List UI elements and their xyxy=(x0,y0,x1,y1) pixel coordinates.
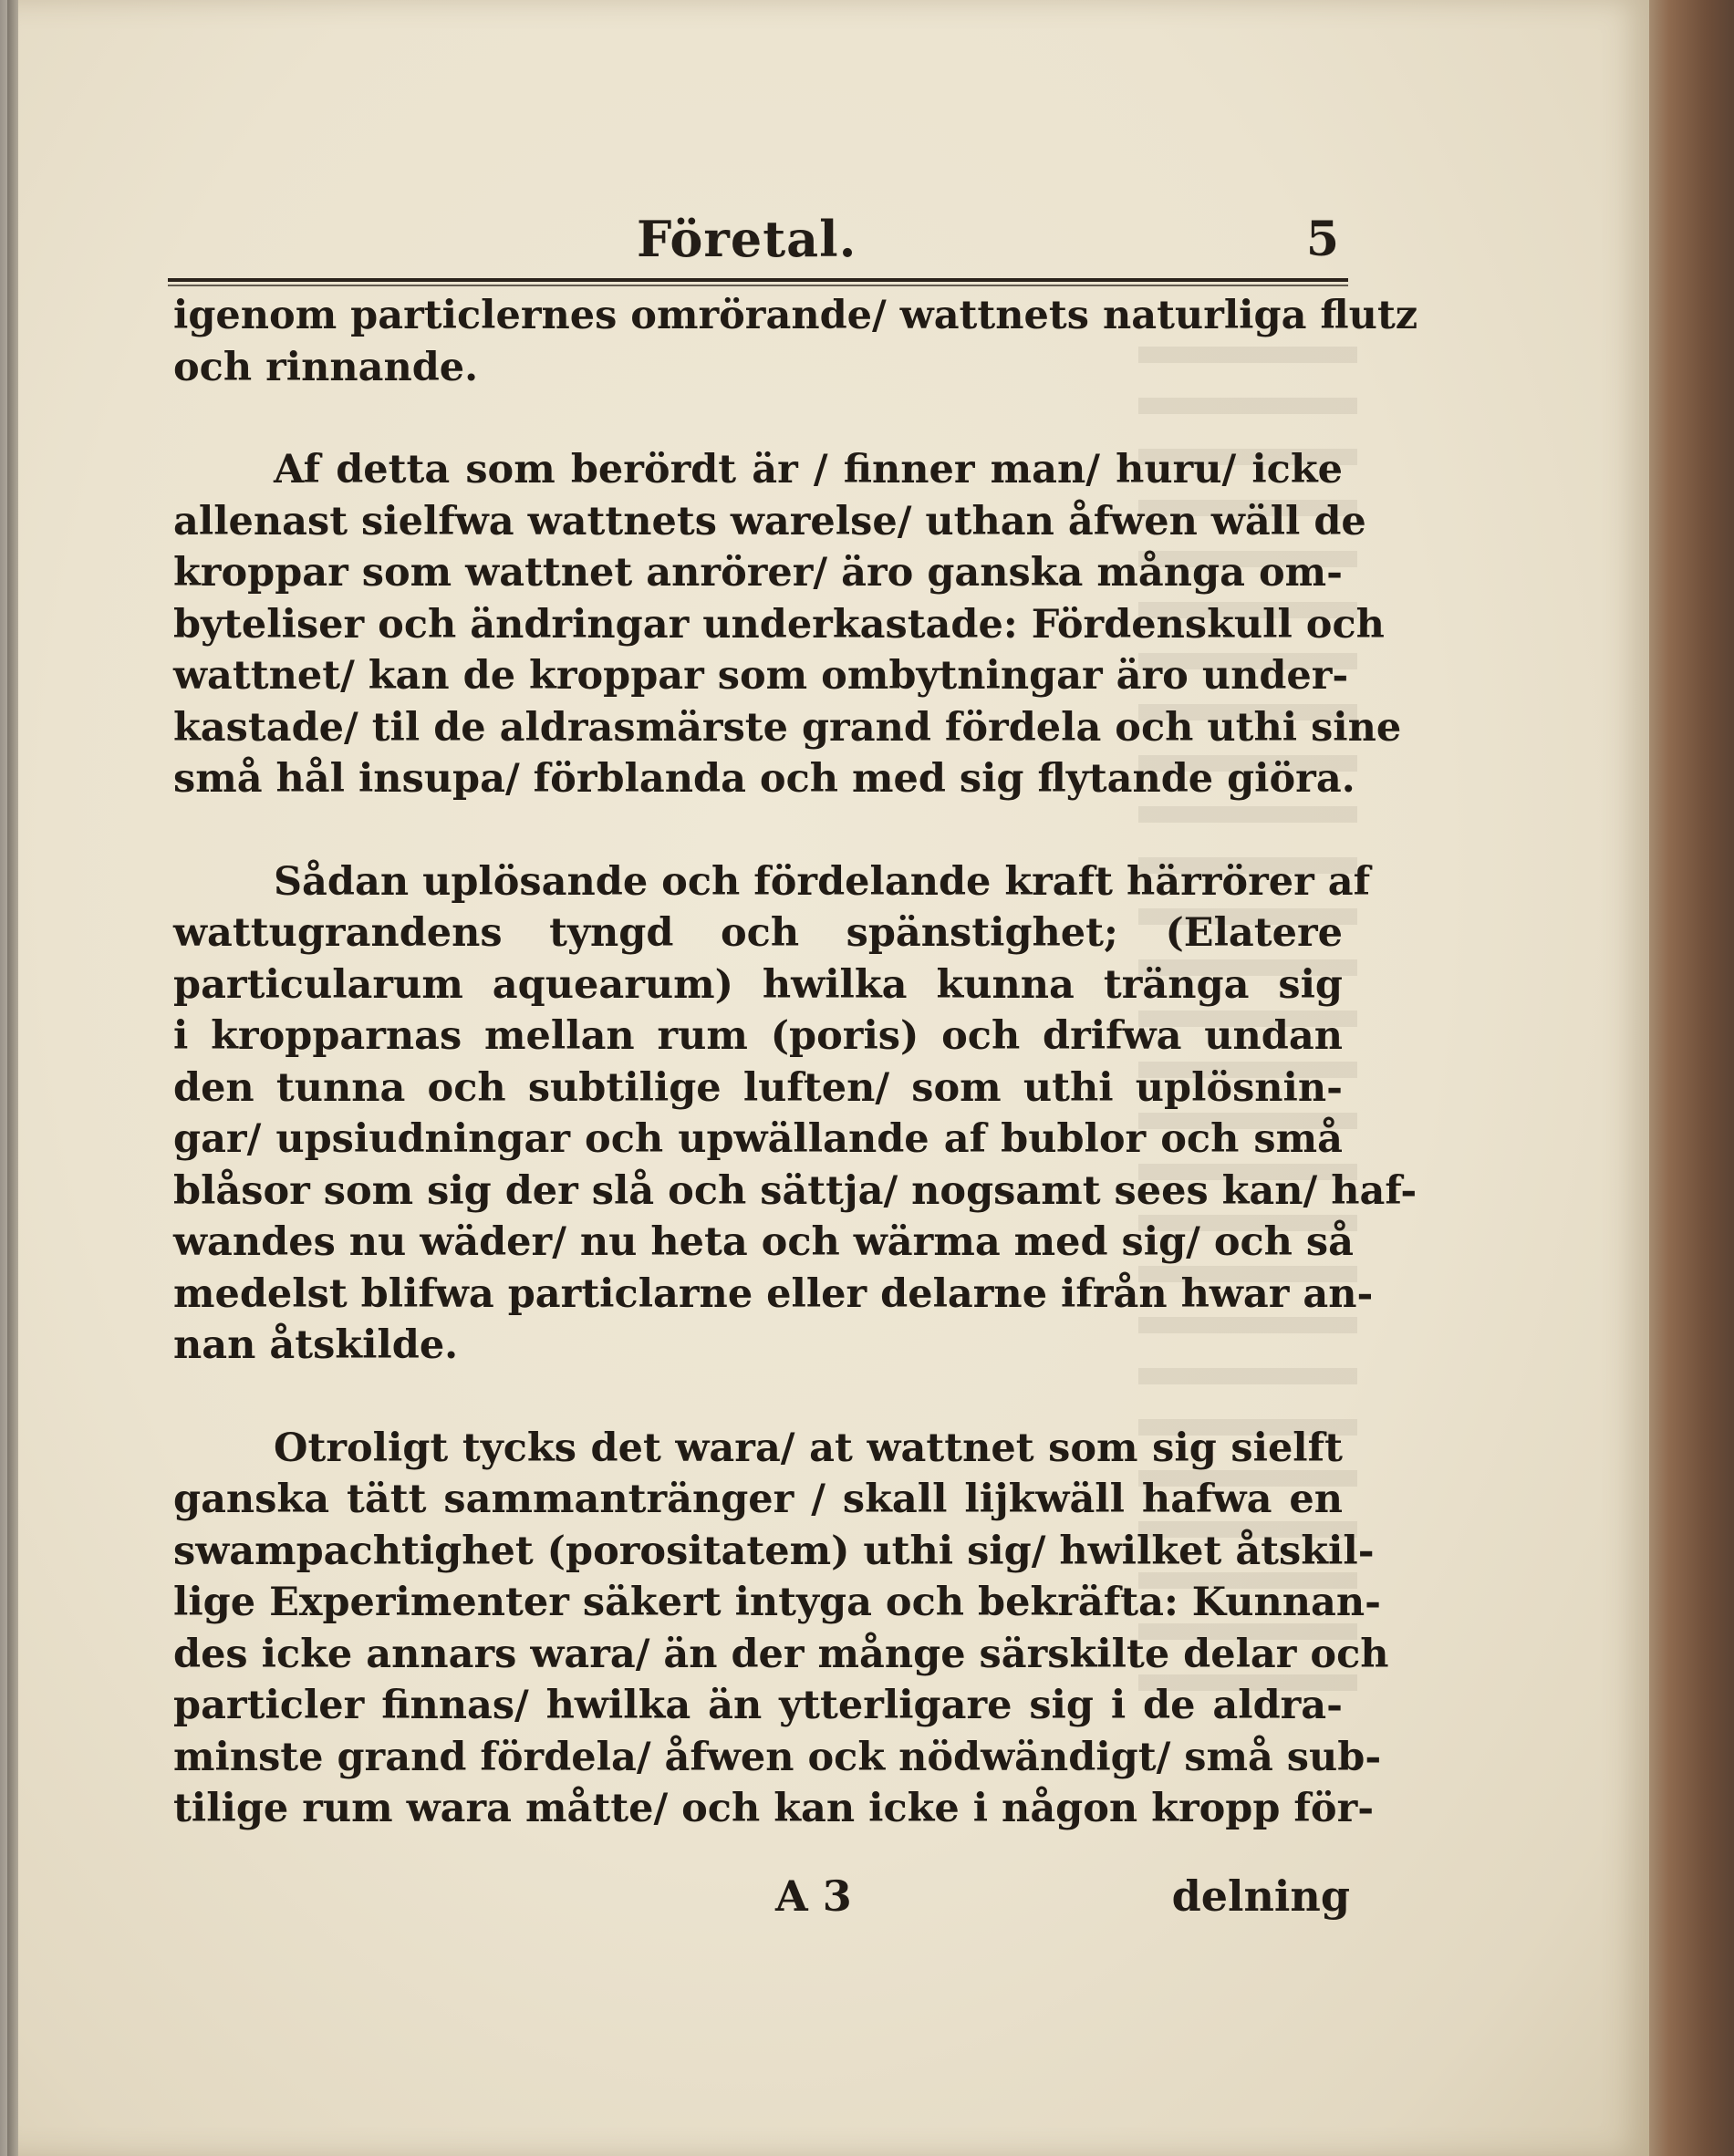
text-line: Otroligt tycks det wara/ at wattnet som sig sielft xyxy=(274,1425,1343,1471)
text-line: medelst blifwa particlarne eller delarne ifrån hwar an- xyxy=(173,1270,1374,1317)
text-line: små hål insupa/ förblanda och med sig flytande giöra. xyxy=(173,756,1355,802)
page-number: 5 xyxy=(1305,212,1339,267)
text-line: blåsor som sig der slå och sättja/ nogsamt sees kan/ haf- xyxy=(173,1167,1417,1214)
text-line: wattugrandens tyngd och spänstighet; (Elatere xyxy=(173,910,1343,956)
text-line: des icke annars wara/ än der månge särskilte delar och xyxy=(173,1631,1389,1677)
text-line: igenom particlernes omrörande/ wattnets naturliga flutz xyxy=(173,293,1418,338)
spine-edge xyxy=(7,0,18,2156)
text-line: nan åtskilde. xyxy=(173,1322,459,1368)
text-line: kastade/ til de aldrasmärste grand fördela och uthi sine xyxy=(173,704,1402,751)
text-line: wandes nu wäder/ nu heta och wärma med sig/ och så xyxy=(173,1219,1354,1265)
body-text xyxy=(173,290,1418,1835)
book-page xyxy=(7,0,1649,2156)
text-line: particler finnas/ hwilka än ytterligare sig i de aldra- xyxy=(173,1683,1343,1728)
text-line: gar/ upsiudningar och upwällande af bublor och små xyxy=(173,1116,1343,1162)
text-line: byteliser och ändringar underkastade: Fördenskull och xyxy=(173,601,1385,648)
header-rule-secondary xyxy=(168,285,1348,286)
text-line: allenast sielfwa wattnets warelse/ uthan åfwen wäll de xyxy=(173,498,1366,544)
text-line: den tunna och subtilige luften/ som uthi uplösnin- xyxy=(173,1064,1343,1111)
running-head: Företal. xyxy=(637,210,857,268)
text-line: minste grand fördela/ åfwen ock nödwändigt/ små sub- xyxy=(173,1734,1382,1780)
paragraph-gap xyxy=(173,1372,1343,1423)
text-line: Af detta som berördt är / finner man/ huru/ icke xyxy=(274,447,1343,492)
paragraph xyxy=(173,444,1402,805)
text-line: particularum aquearum) hwilka kunna tränga sig xyxy=(173,961,1343,1008)
text-line: Sådan uplösande och fördelande kraft härrörer af xyxy=(274,858,1371,905)
text-line: wattnet/ kan de kroppar som ombytningar äro under- xyxy=(173,653,1349,699)
text-line: och rinnande. xyxy=(173,344,479,390)
paragraph xyxy=(173,1423,1389,1835)
paragraph xyxy=(173,856,1417,1372)
text-line: i kropparnas mellan rum (poris) och drifwa undan xyxy=(173,1013,1343,1059)
text-line: tilige rum wara måtte/ och kan icke i någon kropp för- xyxy=(173,1786,1375,1831)
page-footer xyxy=(173,1871,1350,1926)
paragraph-gap xyxy=(173,393,1343,444)
page-header xyxy=(171,210,1348,274)
header-rule xyxy=(168,278,1348,282)
signature-mark: A 3 xyxy=(775,1871,852,1921)
paragraph-gap xyxy=(173,805,1343,856)
catchword: delning xyxy=(1171,1871,1350,1921)
text-line: kroppar som wattnet anrörer/ äro ganska många om- xyxy=(173,550,1343,596)
text-line: lige Experimenter säkert intyga och bekräfta: Kunnan- xyxy=(173,1580,1381,1625)
paragraph-continuation xyxy=(173,290,1418,393)
text-line: ganska tätt sammantränger / skall lijkwäll hafwa en xyxy=(173,1477,1343,1522)
text-line: swampachtighet (porositatem) uthi sig/ hwilket åtskil- xyxy=(173,1528,1375,1574)
